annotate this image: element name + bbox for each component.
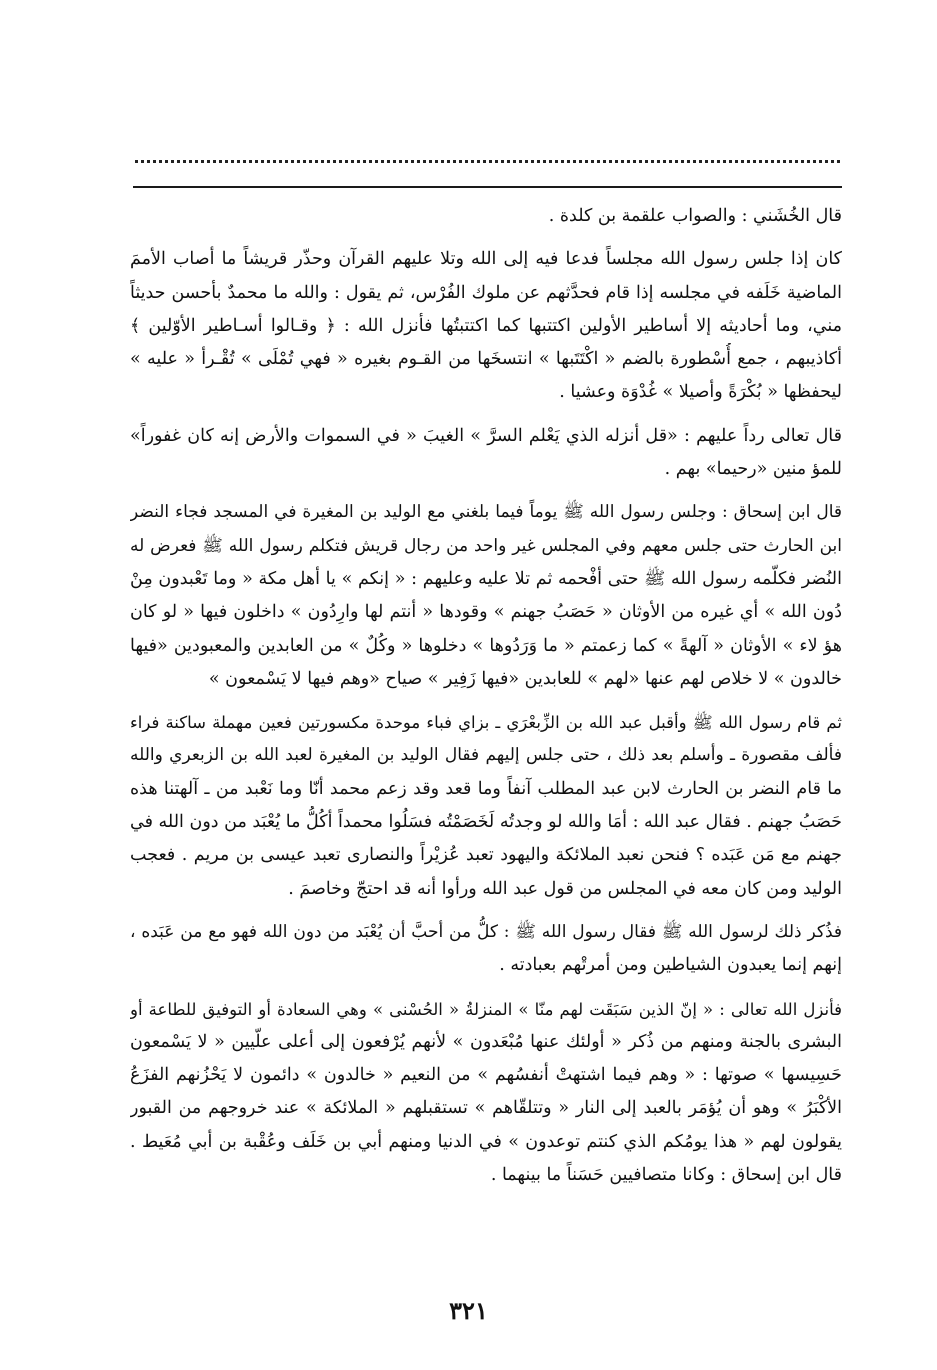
paragraph [130, 243, 842, 409]
text-line: فذُكر ذلك لرسول الله ﷺ فقال رسول الله ﷺ : كلُّ من أحبَّ أن يُعْبَد من دون الله فهو مع من عَبَده ، [130, 921, 842, 942]
text-line: ما قام النضر بن الحارث لابن عبد المطلب آنفاً وما قعد وقد زعم محمد أنّا وما نَعْبد من ـ آلهتنا هذه [130, 778, 842, 799]
text-line: الماضية خَلَفه في مجلسه إذا قام فحدَّثهم عن ملوك الفُرْس، ثم يقول : والله ما محمدٌ بأحسن حديثاً [130, 282, 842, 303]
text-line: قال الخُشَني : والصواب علقمة بن كلدة . [548, 206, 842, 226]
text-line: حَصَبُ جهنم . فقال عبد الله : أمَا والله لو وجدتُه لَخَصَمْتُه فسَلُوا محمداً أكُلُّ ما يُعْبَد من دون الله في [130, 812, 842, 833]
body-text [130, 200, 842, 1192]
text-line: خالدون » لا خلاص لهم عنها «لهم » للعابدين «فيها زَفِير » صياح «وهم فيها لا يَسْمعون » [208, 668, 842, 689]
text-line: هؤ لاء » الأوثان « آلهةً » كما زعمتم « ما وَرَدُوها » دخلوها « وكُلٌ » من العابدين والمعبودين «فيها [130, 635, 842, 656]
text-line: فأنزل الله تعالى : « إنّ الذين سَبَقَت لهم منّا » المنزلةُ « الحُسْنى » وهي السعادة أو التوفيق للطاعة أو [130, 999, 842, 1019]
paragraph [130, 706, 842, 906]
paragraph [130, 496, 842, 696]
paragraph [130, 916, 842, 983]
text-line: دُون الله » أي غيره من الأوثان « حَصَبُ جهنم » وقودها « أنتم لها وارِدُون » داخلون فيها « لو كان [130, 602, 842, 623]
text-line: إنهم إنما يعبدون الشياطين ومن أمرتْهم بعبادته . [499, 955, 842, 976]
text-line: ثم قام رسول الله ﷺ وأقبل عبد الله بن الزِّبعْرَي ـ بزاي فباء موحدة مكسورتين فعين مهملة ساكنة فراء [130, 713, 842, 733]
text-line: قال ابن إسحاق : وجلس رسول الله ﷺ يوماً فيما بلغني مع الوليد بن المغيرة في المسجد فجاء النضر [130, 502, 842, 523]
dotted-divider [135, 160, 840, 163]
text-line: قال تعالى رداً عليهم : «قل أنزله الذي يَعْلم السرَّ » الغيبَ « في السموات والأرض إنه كان غفوراً» [130, 425, 842, 446]
text-line: أكاذيبهم ، جمع أُسْطورة بالضم « اكْتَتَبها » انتسخَها من القـوم بغيره « فهي تُمْلَى » تُقْـرأ « عليه » [130, 349, 842, 370]
text-line: مني، وما أحاديثه إلا أساطير الأولين اكتتبها كما اكتتبتُها فأنزل الله : ﴿ وقـالوا أسـاطير الأوّلين ﴾ [130, 315, 842, 336]
text-line: فألف مقصورة ـ وأسلم بعد ذلك ، حتى جلس إليهم فقال الوليد بن المغيرة لعبد الله بن الزبعري والله [130, 745, 842, 766]
text-line: للمؤ منين «رحيما» بهم . [664, 459, 842, 480]
text-line: جهنم مع مَن عَبَده ؟ فنحن نعبد الملائكة واليهود تعبد عُزيْراً والنصارى تعبد عيسى بن مريم . فعجب [130, 845, 842, 866]
page-number: ٣٢١ [449, 1296, 488, 1325]
paragraph [130, 200, 842, 233]
text-line: حَسِيسها » صوتها : « وهم فيما اشتهتْ أنفسُهم » من النعيم « خالدون » دائمون لا يَحْزُنهم الفزَعُ [130, 1065, 842, 1086]
text-line: النُضر فكلّمه رسول الله ﷺ حتى أفْحمه ثم تلا عليه وعليهم : « إنكم » يا أهل مكة « وما تَعْبدون مِنْ [130, 568, 842, 589]
text-line: الوليد ومن كان معه في المجلس من قول عبد الله ورأوا أنه قد احتجّ وخاصمَ . [288, 878, 842, 899]
text-line: قال ابن إسحاق : وكانا متصافيين حَسَناً ما بينهما . [490, 1165, 842, 1186]
text-line: الأكْبَرُ » وهو أن يُؤمَر بالعبد إلى النار « وتتلقّاهم » تستقبلهم « الملائكة » عند خروجهم من القبور [130, 1098, 842, 1119]
paragraph [130, 993, 842, 1193]
header-rule [133, 186, 842, 188]
text-line: البشرى بالجنة ومنهم من ذُكر « أولئك عنها مُبْعَدون » لأنهم يُرْفعون إلى أعلى علّيين « لا يَسْمعون [130, 1031, 842, 1052]
text-line: كان إذا جلس رسول الله مجلساً فدعا فيه إلى الله وتلا عليهم القرآن وحذّر قريشاً ما أصاب الأممَ [130, 249, 842, 270]
text-line: ليحفظها « بُكْرَةً وأصيلا » غُدْوَة وعشيا . [559, 382, 842, 403]
text-line: يقولون لهم « هذا يومُكم الذي كنتم توعدون » في الدنيا ومنهم أبي بن خَلَف وعُقْبة بن أبي مُعَيط . [130, 1131, 842, 1152]
text-line: ابن الحارث حتى جلس معهم وفي المجلس غير واحد من رجال قريش فتكلم رسول الله ﷺ فعرض له [130, 535, 842, 556]
paragraph [130, 420, 842, 487]
